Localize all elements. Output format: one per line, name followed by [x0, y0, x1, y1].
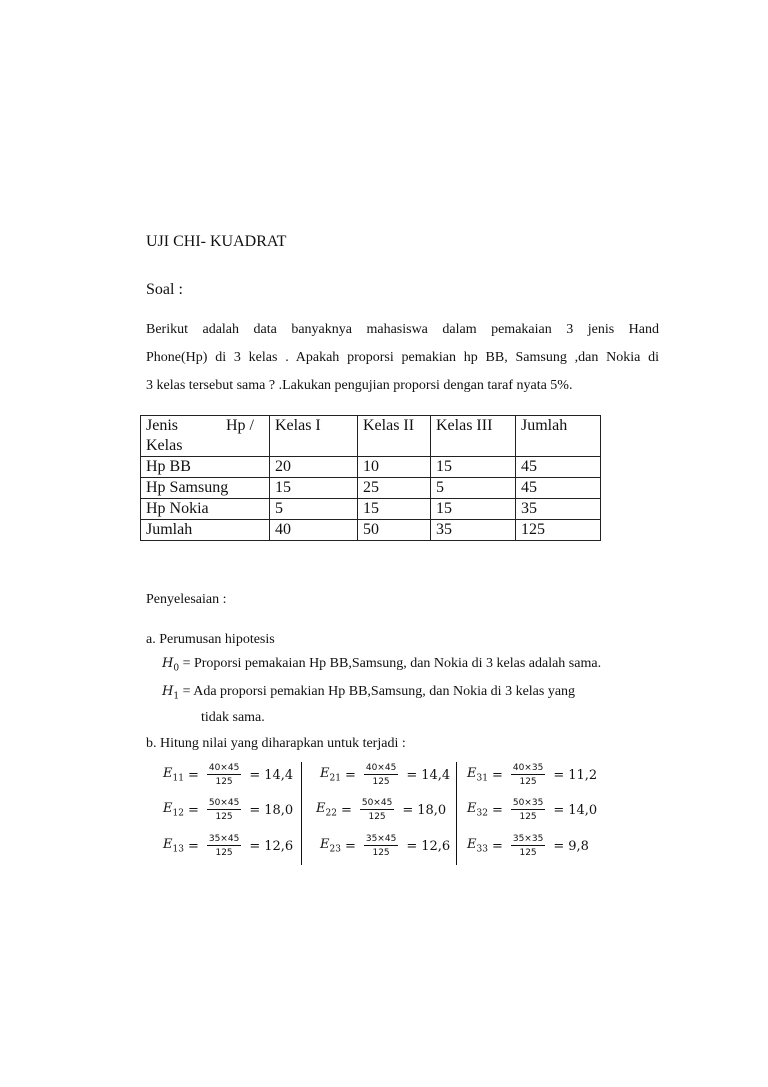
table-cell: 5: [431, 478, 516, 499]
h0-symbol: $H_0$: [162, 656, 180, 674]
header-jenis-text: Jenis: [146, 417, 178, 434]
table-row: [141, 478, 601, 499]
solution-label: Penyelesaian :: [146, 592, 227, 607]
expected-equation: $E_{32}$ = $\frac{50\times 35}{125}$ = 14,0: [467, 798, 598, 822]
header-cell-kelas-2: Kelas II: [358, 416, 431, 457]
eq-label: $E_{32}$: [467, 801, 488, 819]
table-cell: 25: [358, 478, 431, 499]
hypothesis-h1: [162, 684, 575, 702]
header-cell-jumlah: Jumlah: [516, 416, 601, 457]
header-hp-text: Hp /: [226, 417, 254, 434]
eq-fraction: $\frac{40\times 35}{125}$: [512, 763, 544, 787]
eq-fraction: $\frac{40\times 45}{125}$: [365, 763, 397, 787]
column-divider-2: [456, 762, 457, 865]
data-table: [140, 415, 601, 541]
header-kelas-text: Kelas: [146, 437, 183, 454]
h1-equals: =: [182, 684, 191, 699]
eq-label: $E_{23}$: [320, 837, 341, 855]
eq-value: 9,8: [568, 838, 589, 854]
table-cell: 15: [270, 478, 358, 499]
table-cell: 15: [358, 499, 431, 520]
expected-equation: $E_{23}$ = $\frac{35\times 45}{125}$ = 12,6: [320, 834, 451, 858]
table-cell: 45: [516, 478, 601, 499]
header-cell-kelas-3: Kelas III: [431, 416, 516, 457]
eq-label: $E_{21}$: [320, 766, 341, 784]
eq-fraction: $\frac{35\times 35}{125}$: [512, 834, 544, 858]
h1-symbol: $H_1$: [162, 684, 180, 702]
table-cell: 20: [270, 457, 358, 478]
header-cell-kelas-1: Kelas I: [270, 416, 358, 457]
eq-fraction: $\frac{35\times 45}{125}$: [208, 834, 240, 858]
eq-label: $E_{11}$: [163, 766, 184, 784]
expected-equation: $E_{21}$ = $\frac{40\times 45}{125}$ = 14,4: [320, 763, 451, 787]
expected-equation: $E_{11}$ = $\frac{40\times 45}{125}$ = 14,4: [163, 763, 294, 787]
table-cell: 50: [358, 520, 431, 541]
eq-value: 12,6: [264, 838, 294, 854]
eq-value: 14,4: [421, 767, 451, 783]
table-cell: 10: [358, 457, 431, 478]
table-cell: 40: [270, 520, 358, 541]
eq-fraction: $\frac{35\times 45}{125}$: [365, 834, 397, 858]
expected-equation: $E_{33}$ = $\frac{35\times 35}{125}$ = 9,8: [467, 834, 589, 858]
eq-value: 12,6: [421, 838, 451, 854]
expected-equation: $E_{12}$ = $\frac{50\times 45}{125}$ = 18,0: [163, 798, 294, 822]
problem-line-3: 3 kelas tersebut sama ? .Lakukan pengujian proporsi dengan taraf nyata 5%.: [146, 378, 573, 393]
table-row: [141, 520, 601, 541]
step-a-heading: a. Perumusan hipotesis: [146, 632, 275, 647]
expected-equation: $E_{22}$ = $\frac{50\times 45}{125}$ = 18,0: [316, 798, 447, 822]
table-cell: Hp Samsung: [141, 478, 270, 499]
eq-label: $E_{31}$: [467, 766, 488, 784]
h1-text: Ada proporsi pemakian Hp BB,Samsung, dan Nokia di 3 kelas yang: [193, 684, 576, 699]
eq-label: $E_{22}$: [316, 801, 337, 819]
eq-value: 14,0: [568, 802, 598, 818]
step-b-heading: b. Hitung nilai yang diharapkan untuk terjadi :: [146, 736, 406, 751]
problem-line-2: Phone(Hp) di 3 kelas . Apakah proporsi pemakian hp BB, Samsung ,dan Nokia di: [146, 350, 659, 365]
table-cell: 45: [516, 457, 601, 478]
eq-fraction: $\frac{50\times 35}{125}$: [512, 798, 544, 822]
table-cell: Hp BB: [141, 457, 270, 478]
eq-label: $E_{13}$: [163, 837, 184, 855]
table-cell: 15: [431, 457, 516, 478]
expected-equation: $E_{13}$ = $\frac{35\times 45}{125}$ = 12,6: [163, 834, 294, 858]
eq-label: $E_{12}$: [163, 801, 184, 819]
table-cell: 35: [516, 499, 601, 520]
eq-fraction: $\frac{50\times 45}{125}$: [208, 798, 240, 822]
eq-value: 18,0: [264, 802, 294, 818]
table-cell: Jumlah: [141, 520, 270, 541]
eq-label: $E_{33}$: [467, 837, 488, 855]
hypothesis-h1-continued: tidak sama.: [201, 710, 265, 725]
column-divider-1: [301, 762, 302, 865]
eq-fraction: $\frac{50\times 45}{125}$: [361, 798, 393, 822]
table-cell: 125: [516, 520, 601, 541]
eq-value: 14,4: [264, 767, 294, 783]
h0-text: Proporsi pemakaian Hp BB,Samsung, dan Nokia di 3 kelas adalah sama.: [193, 656, 602, 671]
table-row: [141, 499, 601, 520]
expected-equation: $E_{31}$ = $\frac{40\times 35}{125}$ = 11,2: [467, 763, 598, 787]
table-cell: 35: [431, 520, 516, 541]
table-cell: 5: [270, 499, 358, 520]
h0-equals: =: [182, 656, 191, 671]
table-row: [141, 457, 601, 478]
problem-line-1: Berikut adalah data banyaknya mahasiswa dalam pemakaian 3 jenis Hand: [146, 322, 659, 337]
hypothesis-h0: [162, 656, 601, 674]
table-header-row: [141, 416, 601, 457]
table-cell: 15: [431, 499, 516, 520]
table-cell: Hp Nokia: [141, 499, 270, 520]
eq-value: 18,0: [417, 802, 447, 818]
eq-value: 11,2: [568, 767, 598, 783]
page-title: UJI CHI- KUADRAT: [146, 233, 287, 250]
soal-label: Soal :: [146, 281, 183, 298]
eq-fraction: $\frac{40\times 45}{125}$: [208, 763, 240, 787]
header-cell-jenis: [141, 416, 270, 457]
